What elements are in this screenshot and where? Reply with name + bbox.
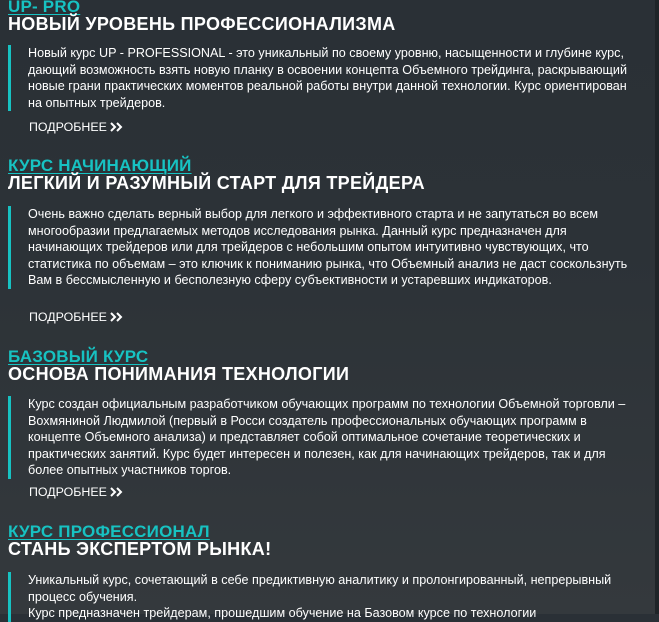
double-chevron-right-icon	[110, 487, 124, 497]
more-details-link[interactable]	[29, 485, 124, 499]
more-details-link[interactable]	[29, 120, 124, 134]
course-description: Курс создан официальным разработчиком обучающих программ по технологии Объемной торговли – Вохмяниной Людмилой (первый в Росси создатель профессиональных обучающих программ в концепте Объемного анализа) и представляет собой оптимальное сочетание теоретических и практических занятий. Курс будет интересен и полезен, как для начинающих трейдеров, так и для более опытных участников торгов.	[28, 397, 626, 477]
course-tagline: ОСНОВА ПОНИМАНИЯ ТЕХНОЛОГИИ	[8, 364, 350, 384]
double-chevron-right-icon	[110, 312, 124, 322]
more-details-label: ПОДРОБНЕЕ	[29, 310, 107, 324]
double-chevron-right-icon	[110, 122, 124, 132]
course-tagline: НОВЫЙ УРОВЕНЬ ПРОФЕССИОНАЛИЗМА	[8, 14, 396, 34]
course-description: Новый курс UP - PROFESSIONAL - это уникальный по своему уровню, насыщенности и глубине курс, дающий возможность взять новую планку в освоении концепта Объемного трейдинга, раскрывающий новые грани практических моментов реальной работы внутри данной технологии. Курс ориентирован на опытных трейдеров.	[28, 46, 627, 110]
course-description-block	[8, 396, 635, 479]
course-description-line: Курс предназначен трейдерам, прошедшим обучение на Базовом курсе по технологии	[28, 606, 537, 620]
course-description-block	[8, 45, 635, 111]
course-tagline: СТАНЬ ЭКСПЕРТОМ РЫНКА!	[8, 539, 272, 559]
more-details-link[interactable]	[29, 310, 124, 324]
course-title-link[interactable]: UP- PRO	[8, 0, 81, 16]
course-title-link[interactable]: БАЗОВЫЙ КУРС	[8, 347, 149, 366]
course-title-link[interactable]: КУРС ПРОФЕССИОНАЛ	[8, 522, 210, 541]
course-title-link[interactable]: КУРС НАЧИНАЮЩИЙ	[8, 156, 192, 175]
course-description-line: Уникальный курс, сочетающий в себе предиктивную аналитику и пролонгированный, непрерывный процесс обучения.	[28, 573, 612, 604]
more-details-label: ПОДРОБНЕЕ	[29, 485, 107, 499]
course-description-block	[8, 206, 635, 289]
more-details-label: ПОДРОБНЕЕ	[29, 120, 107, 134]
course-tagline: ЛЕГКИЙ И РАЗУМНЫЙ СТАРТ ДЛЯ ТРЕЙДЕРА	[8, 173, 425, 193]
course-description-block	[8, 572, 635, 622]
page-edge-strip	[655, 0, 659, 614]
course-description: Очень важно сделать верный выбор для легкого и эффективного старта и не запутаться во всем многообразии предлагаемых методов исследования рынка. Данный курс предназначен для начинающих трейдеров или для трейдеров с небольшим опытом интуитивно чувствующих, что статистика по объемам – это ключик к пониманию рынка, что Объемный анализ не даст соскользнуть Вам в бессмысленную и бесполезную сферу субъективности и устаревших индикаторов.	[28, 207, 628, 287]
